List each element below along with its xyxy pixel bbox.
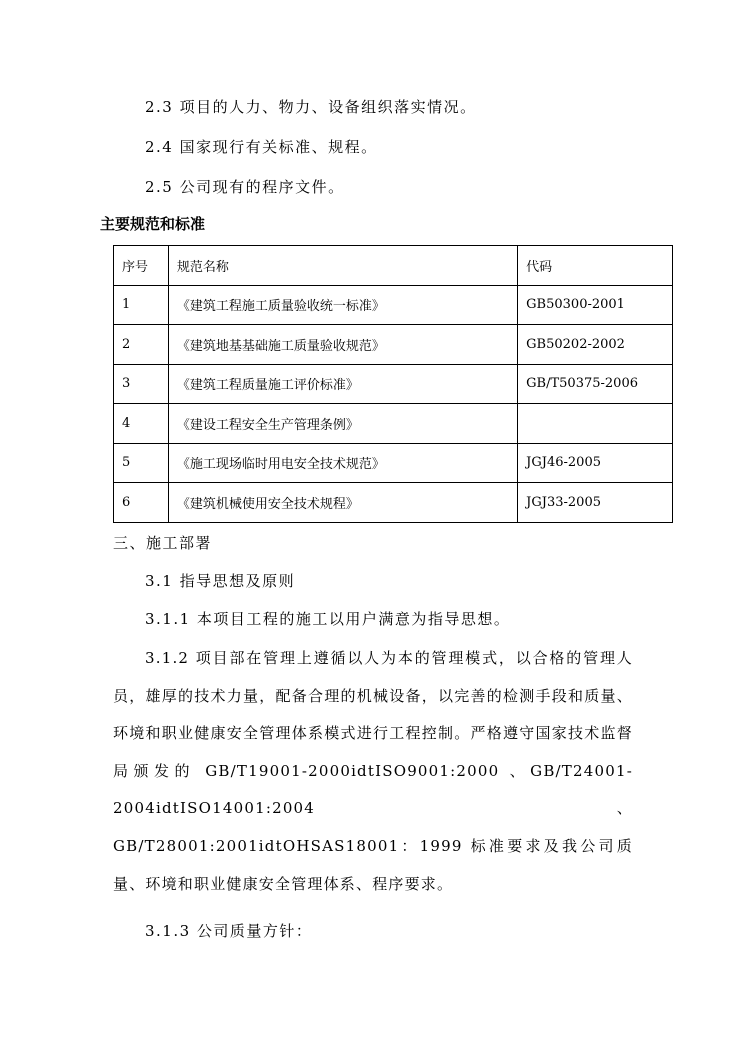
header-index: 序号	[114, 246, 169, 286]
row-code: JGJ33-2005	[518, 483, 673, 523]
row-name: 《建筑工程质量施工评价标准》	[168, 364, 517, 404]
row-name: 《建设工程安全生产管理条例》	[168, 404, 517, 444]
table-header-row	[114, 246, 673, 286]
section-3-title: 三、施工部署	[113, 534, 213, 552]
row-code: GB/T50375-2006	[518, 364, 673, 404]
header-code: 代码	[518, 246, 673, 286]
table-row	[114, 483, 673, 523]
row-name: 《建筑工程施工质量验收统一标准》	[168, 285, 517, 325]
row-code: GB50202-2002	[518, 325, 673, 365]
row-index: 5	[114, 443, 169, 483]
header-name: 规范名称	[168, 246, 517, 286]
section-3-1-1: 3.1.1 本项目工程的施工以用户满意为指导思想。	[145, 610, 511, 628]
row-name: 《建筑机械使用安全技术规程》	[168, 483, 517, 523]
standards-heading: 主要规范和标准	[100, 215, 206, 233]
row-index: 4	[114, 404, 169, 444]
table-row	[114, 325, 673, 365]
table-row	[114, 285, 673, 325]
table-row	[114, 443, 673, 483]
row-name: 《施工现场临时用电安全技术规范》	[168, 443, 517, 483]
table-row	[114, 364, 673, 404]
section-3-1-3: 3.1.3 公司质量方针：	[145, 922, 313, 940]
table-row	[114, 404, 673, 444]
row-index: 3	[114, 364, 169, 404]
section-3-1: 3.1 指导思想及原则	[145, 572, 296, 590]
standards-table	[113, 245, 673, 523]
row-code	[518, 404, 673, 444]
row-index: 2	[114, 325, 169, 365]
row-index: 1	[114, 285, 169, 325]
intro-item-2-5: 2.5 公司现有的程序文件。	[145, 178, 345, 196]
section-3-1-2-paragraph: 3.1.2 项目部在管理上遵循以人为本的管理模式，以合格的管理人员，雄厚的技术力量，配备合理的机械设备，以完善的检测手段和质量、环境和职业健康安全管理体系模式进行工程控制。严格遵守国家技术监督局颁发的 GB/T19001-2000idtISO9001:2000 、GB/T24001-2004idtISO14001:2004、GB/T28001:2001idtOHSAS18001：1999 标准要求及我公司质量、环境和职业健康安全管理体系、程序要求。	[113, 649, 633, 893]
row-code: GB50300-2001	[518, 285, 673, 325]
intro-item-2-4: 2.4 国家现行有关标准、规程。	[145, 138, 378, 156]
row-index: 6	[114, 483, 169, 523]
row-name: 《建筑地基基础施工质量验收规范》	[168, 325, 517, 365]
row-code: JGJ46-2005	[518, 443, 673, 483]
intro-item-2-3: 2.3 项目的人力、物力、设备组织落实情况。	[145, 98, 477, 116]
